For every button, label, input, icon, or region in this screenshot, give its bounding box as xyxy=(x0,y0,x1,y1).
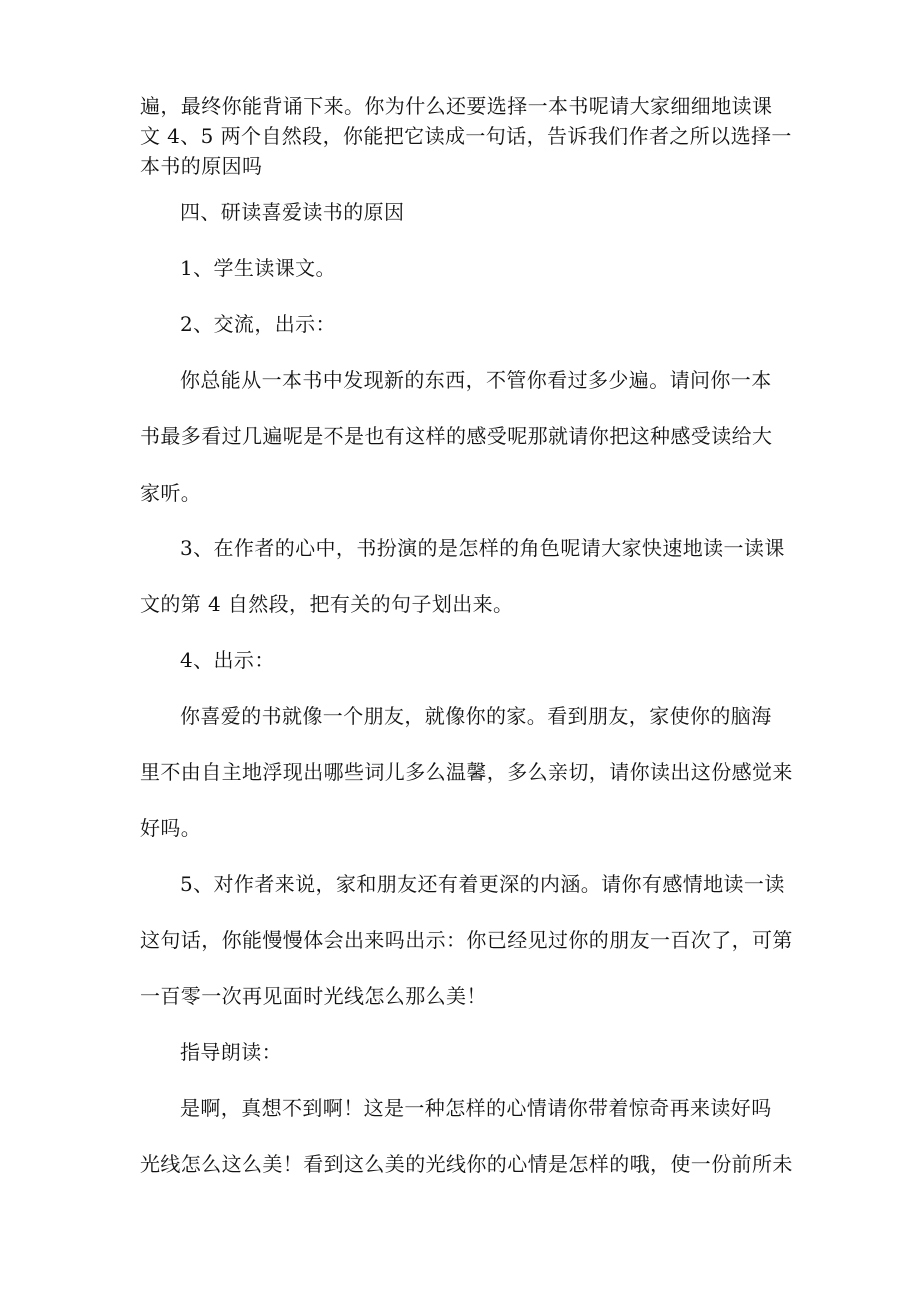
paragraph-line: 好吗。 xyxy=(140,816,202,840)
paragraph-line: 这句话，你能慢慢体会出来吗出示：你已经见过你的朋友一百次了，可第 xyxy=(140,928,793,952)
paragraph-line: 文的第 4 自然段，把有关的句子划出来。 xyxy=(140,592,514,616)
list-item: 5、对作者来说，家和朋友还有着更深的内涵。请你有感情地读一读 xyxy=(180,872,785,896)
paragraph-line: 你总能从一本书中发现新的东西，不管你看过多少遍。请问你一本 xyxy=(180,368,772,392)
paragraph-line: 指导朗读： xyxy=(180,1040,282,1064)
section-heading: 四、研读喜爱读书的原因 xyxy=(180,200,405,224)
list-item: 2、交流，出示： xyxy=(180,312,336,336)
paragraph-line: 你喜爱的书就像一个朋友，就像你的家。看到朋友，家使你的脑海 xyxy=(180,704,772,728)
list-item: 1、学生读课文。 xyxy=(180,256,336,280)
paragraph-line: 是啊，真想不到啊！这是一种怎样的心情请你带着惊奇再来读好吗 xyxy=(180,1096,772,1120)
paragraph-line: 光线怎么这么美！看到这么美的光线你的心情是怎样的哦，使一份前所未 xyxy=(140,1152,793,1176)
paragraph-line: 书最多看过几遍呢是不是也有这样的感受呢那就请你把这种感受读给大 xyxy=(140,424,773,448)
paragraph-line: 里不由自主地浮现出哪些词儿多么温馨，多么亲切，请你读出这份感觉来 xyxy=(140,760,793,784)
paragraph-line: 家听。 xyxy=(140,481,202,505)
paragraph-line: 一百零一次再见面时光线怎么那么美！ xyxy=(140,984,487,1008)
paragraph-line: 遍，最终你能背诵下来。你为什么还要选择一本书呢请大家细细地读课 xyxy=(140,94,773,118)
list-item: 4、出示： xyxy=(180,648,275,672)
paragraph-line: 文 4、5 两个自然段，你能把它读成一句话，告诉我们作者之所以选择一 xyxy=(140,124,792,148)
paragraph-line: 本书的原因吗 xyxy=(140,154,263,178)
list-item: 3、在作者的心中，书扮演的是怎样的角色呢请大家快速地读一读课 xyxy=(180,536,785,560)
